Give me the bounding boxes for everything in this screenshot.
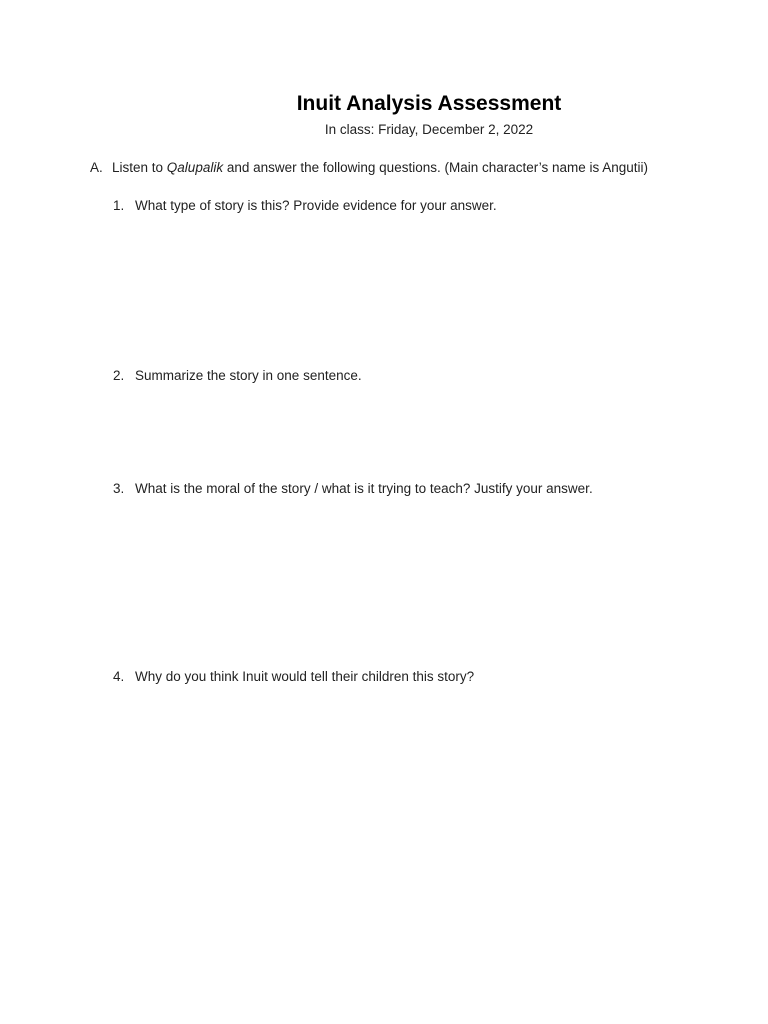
story-title: Qalupalik xyxy=(166,160,224,175)
section-marker: A. xyxy=(90,160,103,175)
question-4 xyxy=(113,669,474,684)
page-subtitle: In class: Friday, December 2, 2022 xyxy=(324,122,534,137)
question-2 xyxy=(113,368,362,383)
question-number: 4. xyxy=(113,669,125,684)
question-1 xyxy=(113,198,497,213)
question-3 xyxy=(113,481,593,496)
section-text-after: and answer the following questions. (Main character’s name is Angutii) xyxy=(223,160,649,175)
question-number: 3. xyxy=(113,481,125,496)
section-text-before: Listen to xyxy=(112,160,167,175)
question-text: Why do you think Inuit would tell their children this story? xyxy=(135,669,475,684)
question-text: Summarize the story in one sentence. xyxy=(135,368,362,383)
question-number: 2. xyxy=(113,368,125,383)
section-a xyxy=(90,160,648,175)
question-text: What is the moral of the story / what is it trying to teach? Justify your answer. xyxy=(135,481,593,496)
page-title: Inuit Analysis Assessment xyxy=(296,92,562,115)
question-number: 1. xyxy=(113,198,125,213)
question-text: What type of story is this? Provide evidence for your answer. xyxy=(135,198,497,213)
